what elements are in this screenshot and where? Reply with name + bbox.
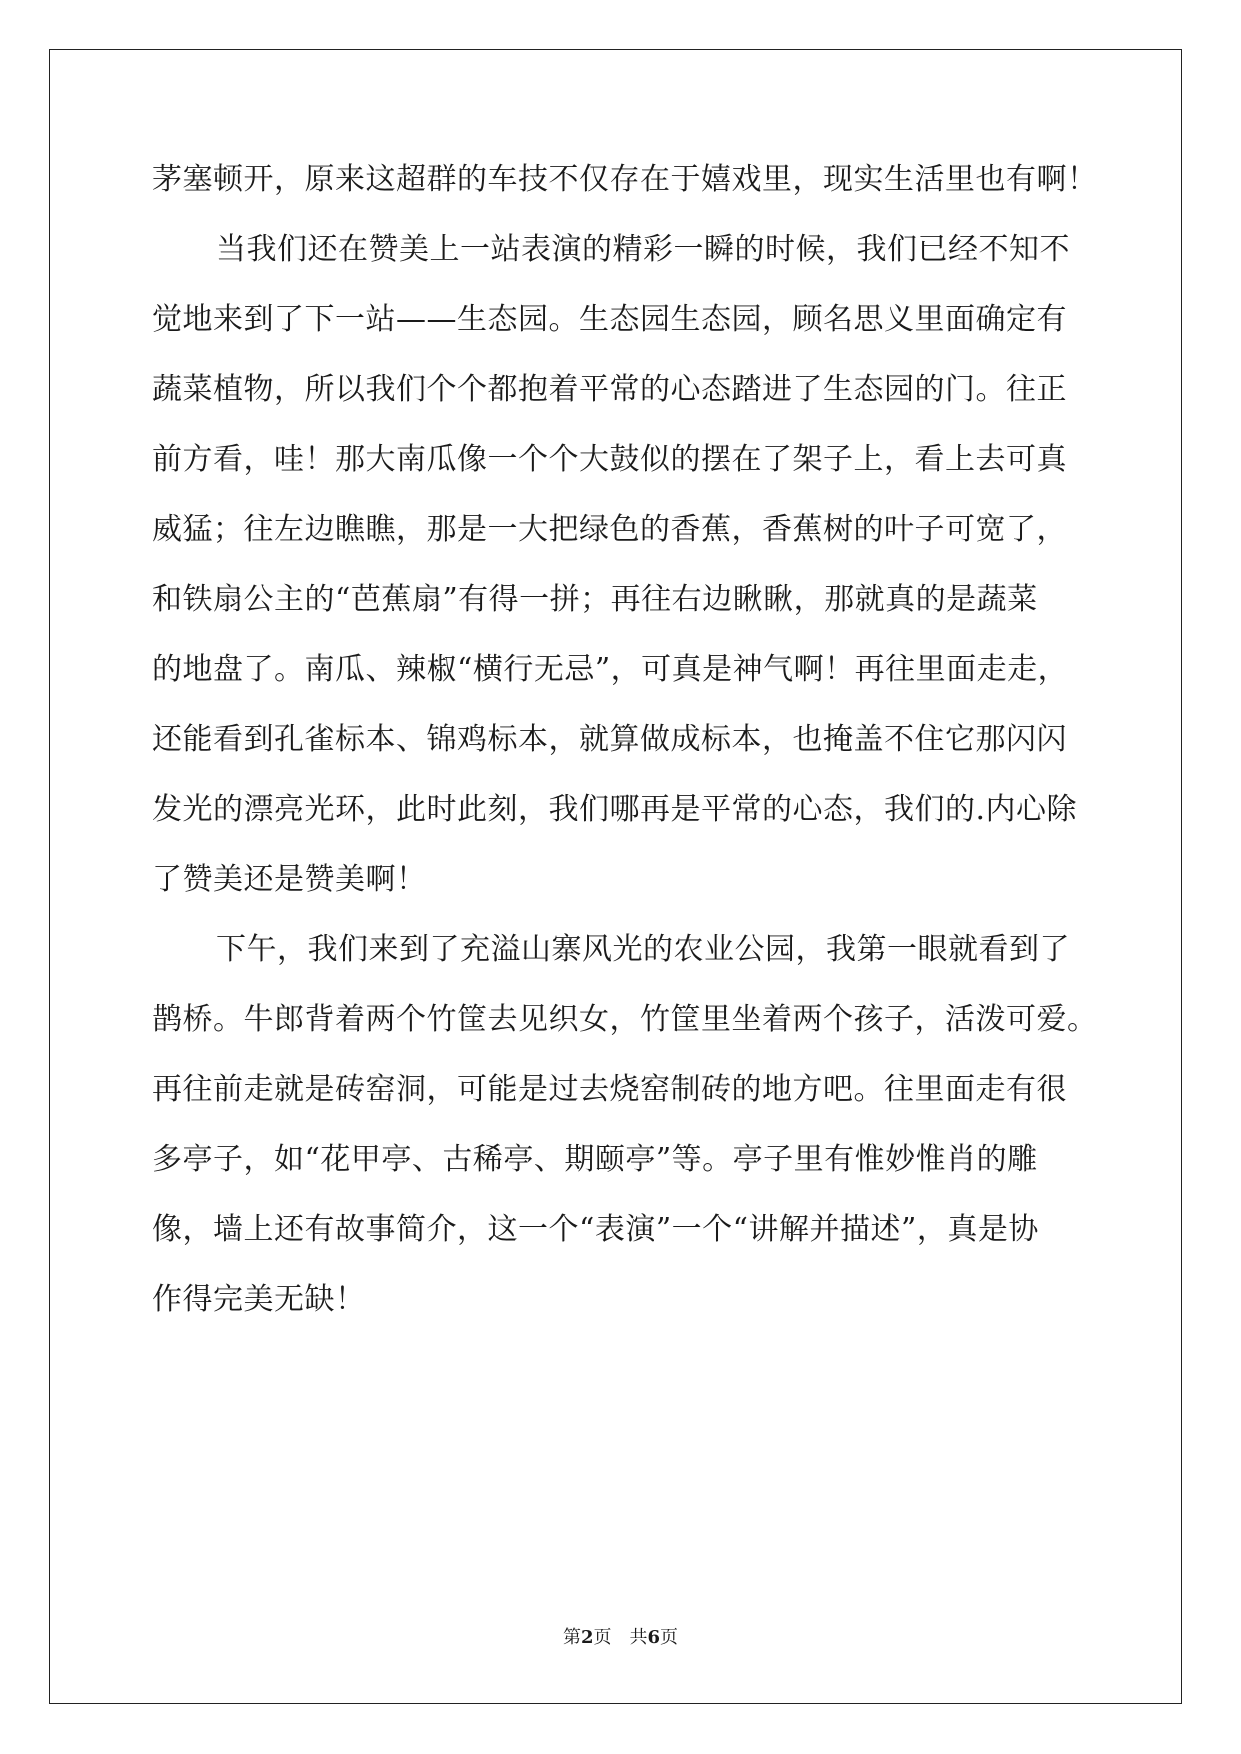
text-line: 威猛；往左边瞧瞧，那是一大把绿色的香蕉，香蕉树的叶子可宽了， [152, 512, 1067, 547]
text-line: 和铁扇公主的“芭蕉扇”有得一拼；再往右边瞅瞅，那就真的是蔬菜 [152, 582, 1038, 617]
text-line: 觉地来到了下一站——生态园。生态园生态园，顾名思义里面确定有 [152, 302, 1067, 337]
paragraph-start-line: 下午，我们来到了充溢山寨风光的农业公园，我第一眼就看到了 [216, 932, 1070, 967]
footer-total-suffix: 页 [660, 1627, 679, 1648]
current-page-number: 2 [580, 1627, 594, 1648]
footer-prefix: 第 [562, 1627, 581, 1648]
text-line: 还能看到孔雀标本、锦鸡标本，就算做成标本，也掩盖不住它那闪闪 [152, 722, 1067, 757]
text-line: 像，墙上还有故事简介，这一个“表演”一个“讲解并描述”，真是协 [152, 1212, 1039, 1247]
footer-total-prefix: 共 [629, 1627, 648, 1648]
total-pages-number: 6 [647, 1627, 661, 1648]
text-line: 鹊桥。牛郎背着两个竹筐去见织女，竹筐里坐着两个孩子，活泼可爱。 [152, 1002, 1098, 1037]
text-line: 多亭子，如“花甲亭、古稀亭、期颐亭”等。亭子里有惟妙惟肖的雕 [152, 1142, 1038, 1177]
text-line: 的地盘了。南瓜、辣椒“横行无忌”，可真是神气啊！再往里面走走， [152, 652, 1069, 687]
text-line: 茅塞顿开，原来这超群的车技不仅存在于嬉戏里，现实生活里也有啊！ [152, 162, 1098, 197]
footer-page-suffix: 页 [593, 1627, 612, 1648]
page-footer [0, 1626, 1241, 1650]
text-line: 发光的漂亮光环，此时此刻，我们哪再是平常的心态，我们的.内心除 [152, 792, 1078, 827]
text-line: 了赞美还是赞美啊！ [152, 862, 427, 897]
paragraph-start-line: 当我们还在赞美上一站表演的精彩一瞬的时候，我们已经不知不 [216, 232, 1070, 267]
text-line: 作得完美无缺！ [152, 1282, 366, 1317]
text-line: 前方看，哇！那大南瓜像一个个大鼓似的摆在了架子上，看上去可真 [152, 442, 1067, 477]
text-line: 蔬菜植物，所以我们个个都抱着平常的心态踏进了生态园的门。往正 [152, 372, 1067, 407]
text-line: 再往前走就是砖窑洞，可能是过去烧窑制砖的地方吧。往里面走有很 [152, 1072, 1067, 1107]
